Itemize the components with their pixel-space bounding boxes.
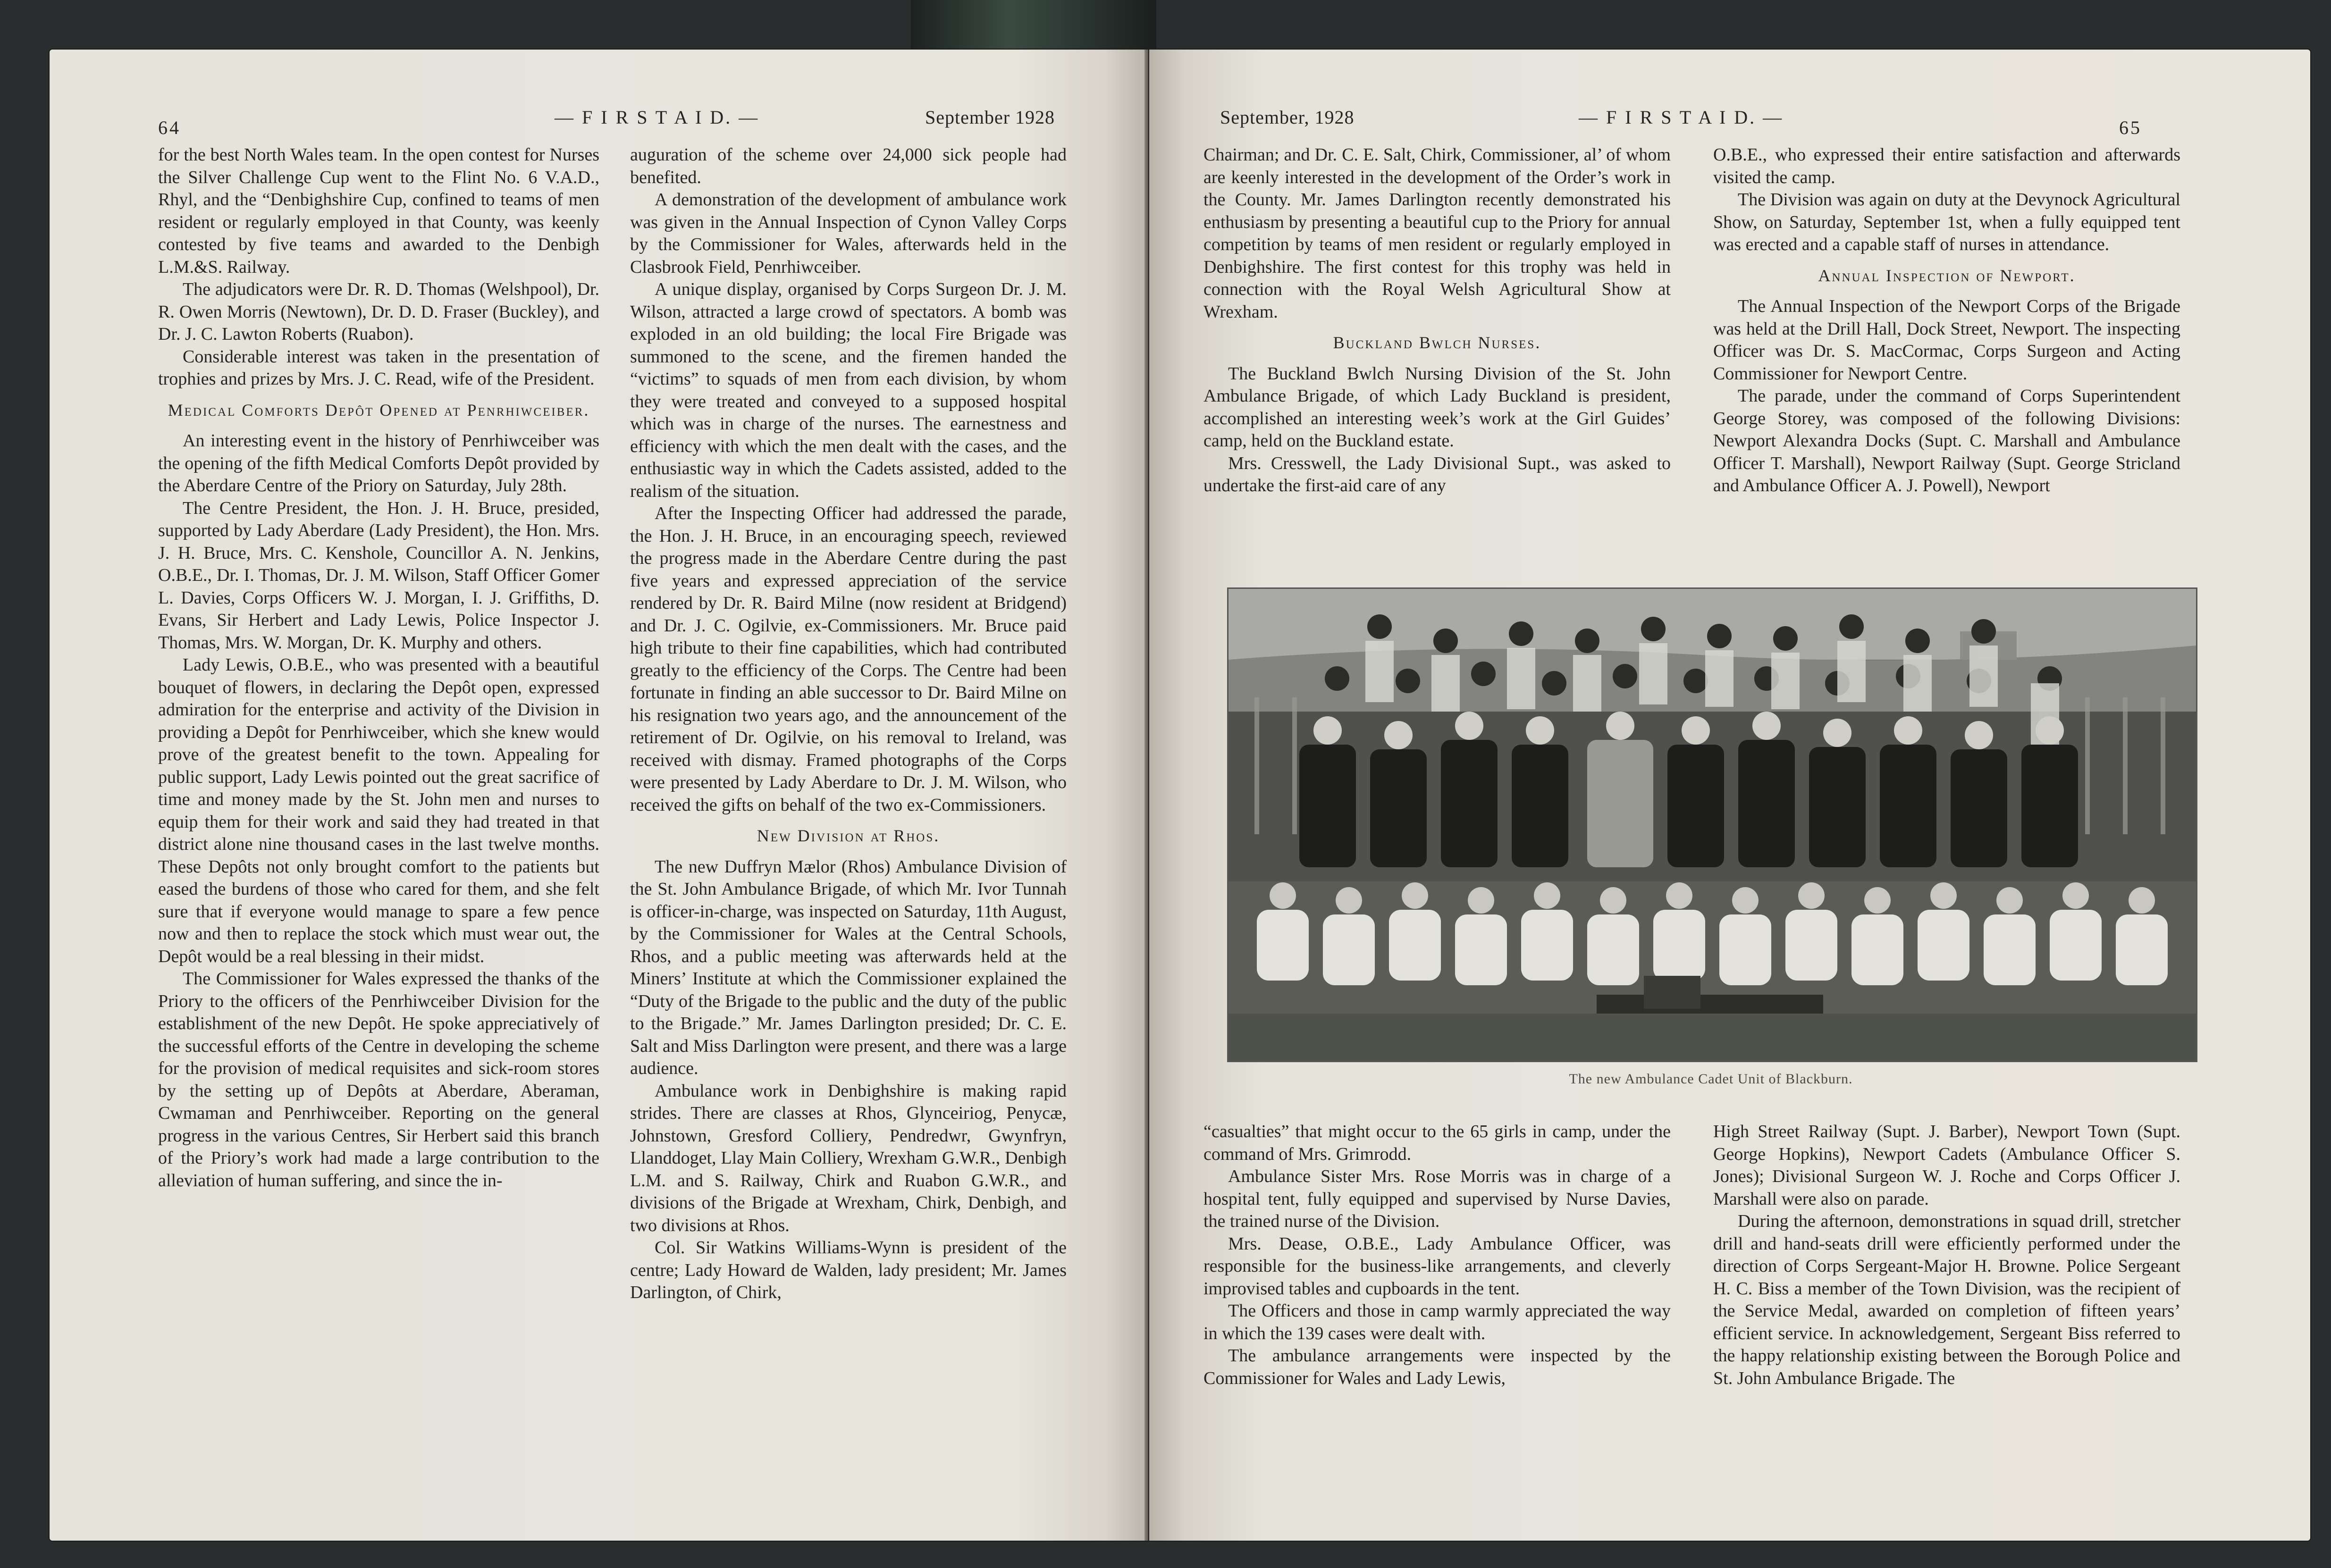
paragraph: Ambulance work in Denbighshire is making rapid strides. There are classes at Rhos, Glynceiriog, Penycæ, Johnstown, Gresford Colliery, Pendredwr, Gwynfryn, Llanddoget, Llay Main Colliery, Wrexham G.W.R., Denbigh L.M. and S. Railway, Chirk and Ruabon G.W.R., and divisions of the Brigade at Wrexham, Chirk, Denbigh, and two divisions at Rhos. — [630, 1081, 1067, 1235]
paragraph: The Centre President, the Hon. J. H. Bruce, presided, supported by Lady Aberdare (Lady President), the Hon. Mrs. J. H. Bruce, Mrs. C. Kenshole, Councillor A. N. Jenkins, O.B.E., Dr. I. Thomas, Dr. J. M. Wilson, Staff Officer Gomer L. Davies, Corps Officers W. J. Morgan, I. J. Griffiths, D. Evans, Sir Herbert and Lady Lewis, Police Inspector J. Thomas, Mrs. W. Morgan, Dr. K. Murphy and others. — [158, 498, 599, 653]
paragraph: The Officers and those in camp warmly appreciated the way in which the 139 cases were dealt with. — [1203, 1301, 1671, 1343]
right-column-1 — [1203, 144, 1671, 497]
photo-caption: The new Ambulance Cadet Unit of Blackburn. — [1569, 1071, 1853, 1087]
paragraph: The Annual Inspection of the Newport Corps of the Brigade was held at the Drill Hall, Dock Street, Newport. The inspecting Officer was Dr. S. MacCormac, Corps Surgeon and Acting Commissioner for Newport Centre. — [1713, 296, 2180, 384]
paragraph: Considerable interest was taken in the presentation of trophies and prizes by Mrs. J. C. Read, wife of the President. — [158, 346, 599, 389]
paragraph: “casualties” that might occur to the 65 girls in camp, under the command of Mrs. Grimrodd. — [1203, 1122, 1671, 1164]
page-number: 65 — [2119, 117, 2142, 138]
paragraph: Ambulance Sister Mrs. Rose Morris was in charge of a hospital tent, fully equipped and supervised by Nurse Davies, the trained nurse of the Division. — [1203, 1166, 1671, 1231]
paragraph: The Commissioner for Wales expressed the thanks of the Priory to the officers of the Penrhiwceiber Division for the establishment of the new Depôt. He spoke appreciatively of the successful efforts of the Centre in developing the scheme for the provision of medical requisites and sick-room stores by the setting up of Depôts at Aberdare, Aberaman, Cwmaman and Penrhiwceiber. Reporting on the general progress in the various Centres, Sir Herbert said this branch of the Priory’s work had made a large contribution to the alleviation of human suffering, and since the in- — [158, 969, 599, 1191]
issue-date: September, 1928 — [1220, 107, 1355, 128]
paragraph: A unique display, organised by Corps Surgeon Dr. J. M. Wilson, attracted a large crowd of spectators. A bomb was exploded in an old building; the local Fire Brigade was summoned to the scene, and the firemen handed the “victims” to squads of men from each division, by whom they were treated and conveyed to a supposed hospital which was in charge of the nurses. The earnestness and efficiency with which the men dealt with the cases, and the enthusiastic way in which the Cadets assisted, added to the realism of the situation. — [630, 279, 1067, 501]
paragraph: The ambulance arrangements were inspected by the Commissioner for Wales and Lady Lewis, — [1203, 1346, 1671, 1388]
paragraph: O.B.E., who expressed their entire satisfaction and afterwards visited the camp. — [1713, 145, 2180, 187]
paragraph: The parade, under the command of Corps Superintendent George Storey, was composed of the following Divisions: Newport Alexandra Docks (Supt. C. Marshall and Ambulance Officer T. Marshall), Newport Railway (Supt. George Stricland and Ambulance Officer A. J. Powell), Newport — [1713, 386, 2180, 495]
left-column-2 — [630, 144, 1067, 1304]
paragraph: High Street Railway (Supt. J. Barber), Newport Town (Supt. George Hopkins), Newport Cadets (Ambulance Officer S. Jones); Divisional Surgeon W. J. Roche and Corps Officer J. Marshall were also on parade. — [1713, 1122, 2180, 1209]
paragraph: Lady Lewis, O.B.E., who was presented with a beautiful bouquet of flowers, in declaring the Depôt open, expressed admiration for the enterprise and activity of the Division in providing a Depôt for Penrhiwceiber, which she knew would prove of the greatest benefit to the town. Appealing for public support, Lady Lewis pointed out the great sacrifice of time and money made by the St. John men and nurses to equip them for their work and said they had treated in that district alone nine thousand cases in the last twelve months. These Depôts not only brought comfort to the patients but eased the burdens of those who cared for them, and she felt sure that if everyone would manage to spare a few pence now and then to replace the stock which must wear out, the Depôt would be a real blessing in their midst. — [158, 655, 599, 966]
issue-date: September 1928 — [925, 107, 1055, 128]
running-title: — F I R S T A I D. — — [1579, 107, 1784, 128]
paragraph: An interesting event in the history of Penrhiwceiber was the opening of the fifth Medical Comforts Depôt provided by the Aberdare Centre of the Priory on Saturday, July 28th. — [158, 431, 599, 495]
left-page-header — [50, 106, 1149, 138]
group-photograph — [1227, 587, 2197, 1062]
page-number: 64 — [158, 117, 181, 138]
paragraph: for the best North Wales team. In the open contest for Nurses the Silver Challenge Cup went to the Flint No. 6 V.A.D., Rhyl, and the “Denbighshire Cup, confined to teams of men resident or regularly employed in that County, was keenly contested by five teams and awarded to the Denbigh L.M.&S. Railway. — [158, 145, 599, 277]
group-photo-image — [1229, 589, 2196, 1061]
left-column-1 — [158, 144, 599, 1192]
paragraph: The new Duffryn Mælor (Rhos) Ambulance Division of the St. John Ambulance Brigade, of which Mr. Ivor Tunnah is officer-in-charge, was inspected on Saturday, 11th August, by the Commissioner for Wales at the Central Schools, Rhos, and a public meeting was afterwards held at the Miners’ Institute at which the Commissioner explained the “Duty of the Brigade to the public and the duty of the public to the Brigade.” Mr. James Darlington presided; Dr. C. E. Salt and Miss Darlington were present, and there was a large audience. — [630, 856, 1067, 1078]
paragraph: The Division was again on duty at the Devynock Agricultural Show, on Saturday, September 1st, when a fully equipped tent was erected and a capable staff of nurses in attendance. — [1713, 190, 2180, 254]
right-column-3 — [1203, 1121, 1671, 1390]
running-title: — F I R S T A I D. — — [555, 107, 760, 128]
section-heading: New Division at Rhos. — [757, 826, 940, 845]
right-page-header — [1149, 106, 2310, 138]
section-heading: Medical Comforts Depôt Opened at Penrhiwceiber. — [168, 400, 590, 419]
paragraph: The Buckland Bwlch Nursing Division of the St. John Ambulance Brigade, of which Lady Buckland is president, accomplished an interesting week’s work at the Girl Guides’ camp, held on the Buckland estate. — [1203, 363, 1671, 451]
right-column-2 — [1713, 144, 2180, 497]
paragraph: After the Inspecting Officer had addressed the parade, the Hon. J. H. Bruce, in an encouraging speech, reviewed the progress made in the Aberdare Centre during the past five years and expressed appreciation of the service rendered by Dr. R. Baird Milne (now resident at Bridgend) and Dr. J. C. Ogilvie, ex-Commissioners. Mr. Bruce paid high tribute to their fine capabilities, which had contributed greatly to the efficiency of the Corps. The Centre had been fortunate in finding an able successor to Dr. Baird Milne on his resignation two years ago, and the announcement of the retirement of Dr. Ogilvie, on his removal to Ireland, was received with dismay. Framed photographs of the Corps were presented by Lady Aberdare to Dr. J. M. Wilson, who received the gifts on behalf of the two ex-Commissioners. — [630, 503, 1067, 815]
paragraph: The adjudicators were Dr. R. D. Thomas (Welshpool), Dr. R. Owen Morris (Newtown), Dr. D. D. Fraser (Buckley), and Dr. J. C. Lawton Roberts (Ruabon). — [158, 279, 599, 344]
paragraph: Mrs. Dease, O.B.E., Lady Ambulance Officer, was responsible for the business-like arrangements, and cleverly improvised tables and cupboards in the tent. — [1203, 1233, 1671, 1299]
paragraph: Mrs. Cresswell, the Lady Divisional Supt., was asked to undertake the first-aid care of any — [1203, 453, 1671, 495]
paragraph: Col. Sir Watkins Williams-Wynn is president of the centre; Lady Howard de Walden, lady president; Mr. James Darlington, of Chirk, — [630, 1238, 1067, 1302]
paragraph: Chairman; and Dr. C. E. Salt, Chirk, Commissioner, al’ of whom are keenly interested in the development of the Order’s work in the County. Mr. James Darlington recently demonstrated his enthusiasm by presenting a beautiful cup to the Priory for annual competition by teams of men resident or regularly employed in Denbighshire. The first contest for this trophy was held in connection with the Royal Welsh Agricultural Show at Wrexham. — [1203, 145, 1671, 322]
paragraph: auguration of the scheme over 24,000 sick people had benefited. — [630, 145, 1067, 187]
right-column-4 — [1713, 1121, 2180, 1390]
section-heading: Buckland Bwlch Nurses. — [1333, 333, 1541, 352]
section-heading: Annual Inspection of Newport. — [1818, 266, 2076, 285]
paragraph: A demonstration of the development of ambulance work was given in the Annual Inspection of Cynon Valley Corps by the Commissioner for Wales, afterwards held in the Clasbrook Field, Penrhiwceiber. — [630, 190, 1067, 277]
paragraph: During the afternoon, demonstrations in squad drill, stretcher drill and hand-seats drill were efficiently performed under the direction of Corps Sergeant-Major H. Browne. Police Sergeant H. C. Biss a member of the Town Division, was the recipient of the Service Medal, awarded on completion of fifteen years’ efficient service. In acknowledgement, Sergeant Biss referred to the happy relationship existing between the Borough Police and St. John Ambulance Brigade. The — [1713, 1211, 2180, 1388]
